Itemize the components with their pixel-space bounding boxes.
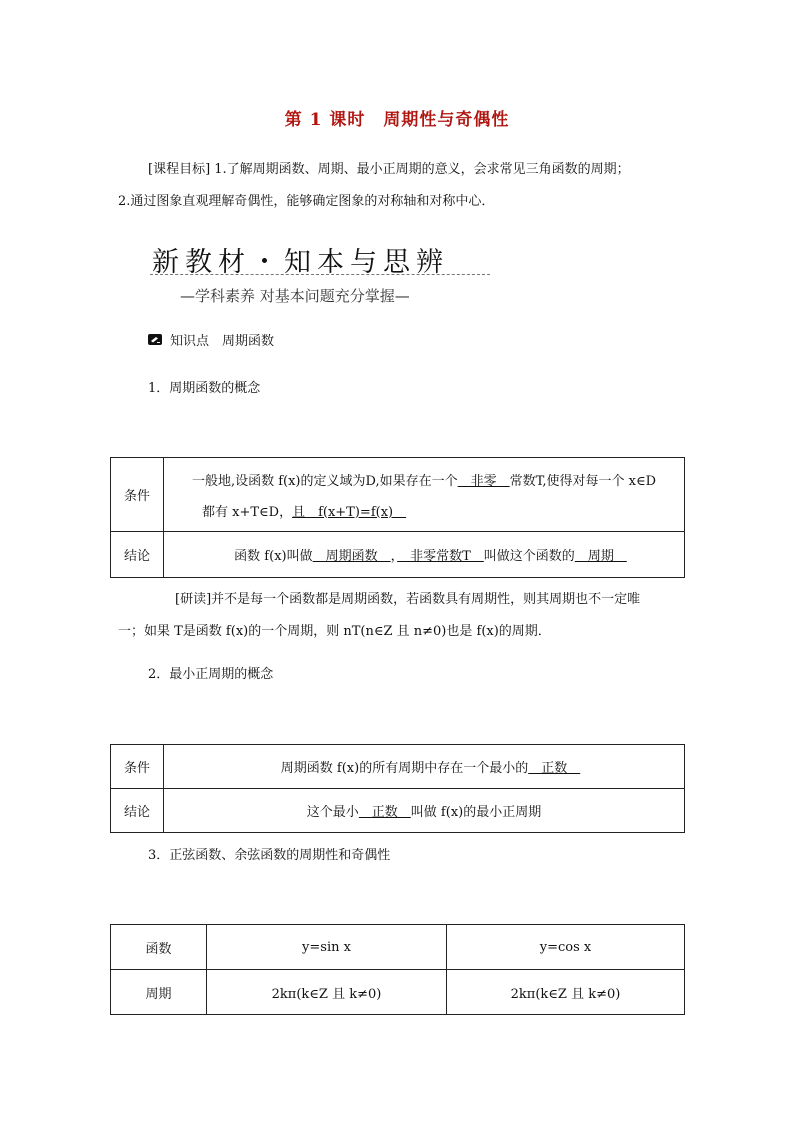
condition-label: 条件 <box>111 745 164 789</box>
conclusion-label: 结论 <box>111 532 164 578</box>
conclusion-text-2: 叫做 f(x)的最小正周期 <box>410 805 542 820</box>
blank-period: 周期 <box>574 549 627 564</box>
study-note-line-1: [研读]并不是每一个函数都是周期函数，若函数具有周期性，则其周期也不一定唯 <box>175 592 641 607</box>
section-banner-subtitle: —学科素养 对基本问题充分掌握— <box>180 287 410 305</box>
course-goal-line-2: 2.通过图象直观理解奇偶性，能够确定图象的对称轴和对称中心． <box>118 194 495 209</box>
header-function: 函数 <box>111 925 207 970</box>
conclusion-text-1: 函数 f(x)叫做 <box>234 549 313 564</box>
section-banner-title: 新教材・知本与思辨 <box>152 247 449 278</box>
section-2-heading: 2．最小正周期的概念 <box>148 667 274 682</box>
blank-nonzero-constant: 非零常数T <box>397 549 484 564</box>
condition-content <box>164 458 685 532</box>
banner-dashed-divider <box>150 274 490 275</box>
pencil-note-icon <box>148 334 162 345</box>
conclusion-text-1: 这个最小 <box>306 805 359 820</box>
condition-text-2: 常数T,使得对每一个 x∈D <box>509 473 657 489</box>
section-3-heading: 3．正弦函数、余弦函数的周期性和奇偶性 <box>148 848 391 863</box>
knowledge-point-label: 知识点 周期函数 <box>170 334 275 349</box>
trig-function-table <box>110 924 685 1015</box>
periodic-function-table <box>110 457 685 578</box>
sin-period: 2kπ(k∈Z 且 k≠0) <box>207 970 447 1015</box>
lesson-title: 第 1 课时 周期性与奇偶性 <box>284 110 510 130</box>
knowledge-point-heading <box>148 330 274 349</box>
conclusion-text-3: 叫做这个函数的 <box>483 549 575 564</box>
conclusion-text-2: ， <box>390 549 398 564</box>
conclusion-content <box>164 532 685 578</box>
header-cos: y=cos x <box>447 925 685 970</box>
condition-content <box>164 745 685 789</box>
blank-positive-number: 正数 <box>358 805 411 820</box>
header-sin: y=sin x <box>207 925 447 970</box>
conclusion-content <box>164 789 685 833</box>
min-period-table <box>110 744 685 833</box>
cos-period: 2kπ(k∈Z 且 k≠0) <box>447 970 685 1015</box>
study-note-line-2: 一；如果 T是函数 f(x)的一个周期，则 nT(n∈Z 且 n≠0)也是 f(x)的周期． <box>118 624 551 639</box>
course-goal-line-1: [课程目标] 1.了解周期函数、周期、最小正周期的意义，会求常见三角函数的周期； <box>148 162 630 177</box>
blank-periodic-function: 周期函数 <box>312 549 391 564</box>
row-period-label: 周期 <box>111 970 207 1015</box>
section-1-heading: 1．周期函数的概念 <box>148 381 261 396</box>
blank-equation: 且 f(x+T)=f(x) <box>292 504 407 520</box>
blank-nonzero: 非零 <box>457 473 510 489</box>
condition-text-1: 一般地,设函数 f(x)的定义域为D,如果存在一个 <box>191 473 458 489</box>
condition-text-3: 都有 x+T∈D， <box>202 504 293 520</box>
blank-positive-number: 正数 <box>528 761 581 776</box>
condition-text: 周期函数 f(x)的所有周期中存在一个最小的 <box>280 761 529 776</box>
conclusion-label: 结论 <box>111 789 164 833</box>
condition-label: 条件 <box>111 458 164 532</box>
